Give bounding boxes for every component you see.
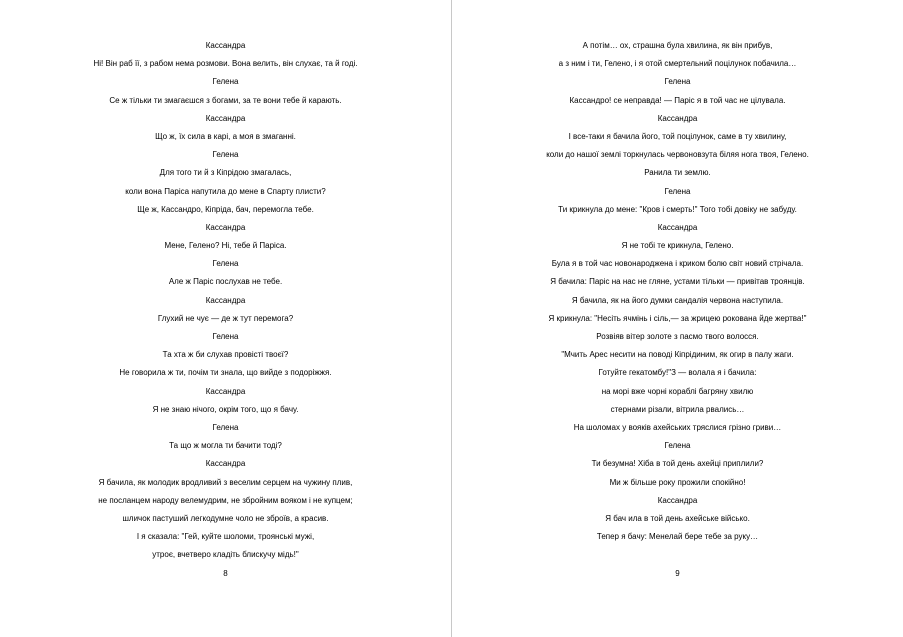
text-line: Гелена: [212, 77, 239, 87]
text-line: Була я в той час новонароджена і криком болю світ новий стрічала.: [551, 259, 804, 269]
text-line: Кассандра: [657, 113, 698, 123]
text-line: А потім… ох, страшна була хвилина, як він прибув,: [582, 41, 773, 50]
text-line: Тепер я бачу: Менелай бере тебе за руку…: [596, 532, 759, 542]
text-line: Гелена: [212, 422, 239, 432]
text-line: утроє, вчетверо кладіть блискучу мідь!": [152, 550, 299, 560]
text-line: Не говорила ж ти, почім ти знала, що вийде з подорiжжя.: [119, 368, 332, 378]
text-line: Кассандро! се неправда! — Паріс я в той час не цілувала.: [569, 95, 786, 105]
text-line: І я сказала: "Гей, куйте шоломи, троянські мужі,: [136, 532, 315, 542]
text-line: Кассандра: [205, 222, 246, 232]
text-line: Ще ж, Кассандро, Кіпріда, бач, перемогла тебе.: [137, 204, 314, 214]
text-line: Я бачила, як на його думки сандалія червона наступила.: [571, 295, 784, 305]
text-line: Та хта ж би слухав провісті твоєї?: [162, 350, 289, 360]
text-line: Гелена: [664, 186, 691, 196]
text-line: На шоломах у вояків ахейських тряслися грізно гриви…: [573, 422, 782, 432]
text-line: Кассандра: [205, 113, 246, 123]
text-line: Я не тобі те крикнула, Гелено.: [621, 241, 734, 251]
text-line: Та що ж могла ти бачити тоді?: [169, 441, 282, 451]
text-line: Кассандра: [657, 222, 698, 232]
text-line: на морі вже чорні кораблі багряну хвилю: [601, 386, 754, 396]
text-line: Се ж тільки ти змагаєшся з богами, за те вони тебе й карають.: [109, 95, 342, 105]
left-page-text: [0, 41, 451, 568]
text-line: Гелена: [212, 150, 239, 160]
text-line: Я бачила, як молодик вродливий з веселим серцем на чужину плив,: [98, 477, 353, 487]
text-line: коли до нашої землі торкнулась червоновзута біляя нога твоя, Гелено.: [546, 150, 809, 160]
text-line: Кассандра: [205, 41, 246, 50]
text-line: Ранила ти землю.: [644, 168, 711, 178]
page-number: 8: [223, 569, 228, 578]
text-line: Кассандра: [657, 495, 698, 505]
text-line: Але ж Паріс послухав не тебе.: [168, 277, 283, 287]
text-line: коли вона Паріса напутила до мене в Спарту плисти?: [125, 186, 326, 196]
text-line: Я бачила: Паріс на нас не гляне, устами тільки — привітав троянців.: [550, 277, 805, 287]
text-line: стернами різали, вітрила рвались…: [610, 404, 745, 414]
text-line: Готуйте гекатомбу!"З — волала я і бачила:: [598, 368, 757, 378]
text-line: Гелена: [212, 332, 239, 341]
text-line: Ні! Він раб її, з рабом нема розмови. Вона велить, він слухає, та й годі.: [93, 59, 358, 69]
text-line: Кассандра: [205, 459, 246, 469]
text-line: Для того ти й з Кіпрідою змагалась,: [159, 168, 292, 178]
text-line: Я не знаю нічого, окрім того, що я бачу.: [152, 404, 299, 414]
text-line: Ми ж більше року прожили спокійно!: [609, 477, 746, 487]
right-page-text: [452, 41, 903, 550]
text-line: І все-таки я бачила його, той поцілунок, саме в ту хвилину,: [568, 131, 787, 141]
text-line: Я крикнула: "Несіть ячмінь і сіль,— за жрицею рокована йде жертва!": [548, 313, 807, 323]
text-line: Я бач ила в той день ахейське військо.: [605, 513, 750, 523]
text-line: Розвіяв вітер золоте з пасмо твого волосся.: [596, 332, 759, 341]
text-line: шличок пастуший легкодумне чоло не зброїв, а красив.: [122, 513, 329, 523]
text-line: Мене, Гелено? Ні, тебе й Паріса.: [164, 241, 287, 251]
text-line: Глухий не чує — де ж тут перемога?: [157, 313, 294, 323]
text-line: Кассандра: [205, 386, 246, 396]
text-line: Що ж, їх сила в карі, а моя в змаганні.: [155, 131, 296, 141]
text-line: Ти крикнула до мене: "Кров і смерть!" Того тобі довіку не забуду.: [558, 204, 797, 214]
text-line: Кассандра: [205, 295, 246, 305]
page-number: 9: [675, 569, 680, 578]
text-line: Ти безумна! Хіба в той день ахейці приплили?: [591, 459, 764, 469]
text-line: Гелена: [664, 77, 691, 87]
right-page: [452, 0, 903, 637]
left-page: [0, 0, 451, 637]
text-line: не посланцем народу велемудрим, не збройним вояком і не купцем;: [98, 495, 353, 505]
text-line: Гелена: [664, 441, 691, 451]
text-line: Гелена: [212, 259, 239, 269]
text-line: "Мчить Арес несити на поводі Кіпрідиним, як огир в палу жаги.: [561, 350, 794, 360]
text-line: а з ним і ти, Гелено, і я отой смертельний поцілунок побачила…: [558, 59, 797, 69]
